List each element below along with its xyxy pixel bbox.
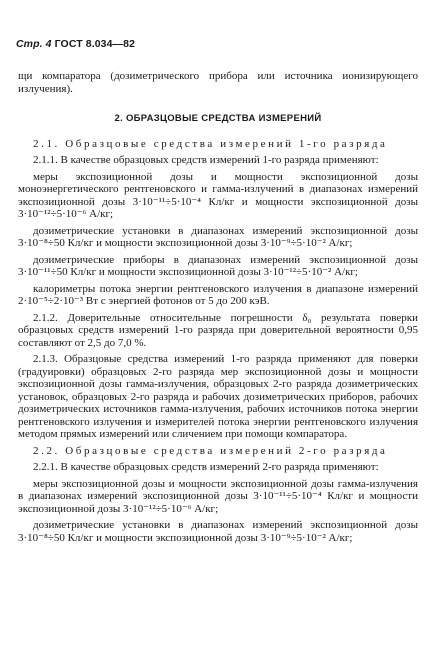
paragraph: дозиметрические приборы в диапазонах измерений экспозиционной дозы 3·10⁻¹¹÷50 Кл/кг и мощности экспозиционной дозы 3·10⁻¹²÷5·10⁻² А/кг; (18, 253, 418, 278)
paragraph: меры экспозиционной дозы и мощности экспозиционной дозы моноэнергетического рентгеновского и гамма-излучений в диапазонах измерений экспозиционной дозы 3·10⁻¹¹÷5·10⁻⁴ Кл/кг и мощности экспозиционной дозы 3·10⁻¹²÷5·10⁻⁶ А/кг; (18, 170, 418, 220)
paragraph: 2.1.1. В качестве образцовых средств измерений 1-го разряда применяют: (33, 154, 379, 166)
subsection-title: 2.2. Образцовые средства измерений 2-го разряда (33, 444, 388, 457)
subsection-title: 2.1. Образцовые средства измерений 1-го разряда (33, 137, 388, 150)
paragraph: дозиметрические установки в диапазонах измерений экспозиционной дозы 3·10⁻⁸÷50 Кл/кг и мощности экспозиционной дозы 3·10⁻⁹÷5·10⁻² А/кг; (18, 519, 418, 544)
paragraph: дозиметрические установки в диапазонах измерений экспозиционной дозы 3·10⁻⁸÷50 Кл/кг и мощности экспозиционной дозы 3·10⁻⁹÷5·10⁻² А/кг; (18, 224, 418, 249)
standard-code: ГОСТ 8.034—82 (54, 38, 136, 50)
paragraph: 2.2.1. В качестве образцовых средств измерений 2-го разряда применяют: (33, 461, 379, 473)
paragraph: калориметры потока энергии рентгеновского излучения в диапазоне измерений 2·10⁻⁵÷2·10⁻³ Вт с энергией фотонов от 5 до 200 кэВ. (18, 282, 418, 307)
page-header (16, 38, 135, 50)
section-heading: 2. ОБРАЗЦОВЫЕ СРЕДСТВА ИЗМЕРЕНИЙ (114, 113, 322, 124)
page-number: Стр. 4 (16, 38, 52, 50)
paragraph-continuation: щи компаратора (дозиметрического прибора или источника ионизирующего излучения). (18, 70, 418, 95)
document-body (18, 70, 418, 548)
paragraph: 2.1.2. Доверительные относительные погрешности δ₀ результата поверки образцовых средств измерений 1-го разряда при доверительной вероятности 0,95 составляют от 2,5 до 7,0 %. (18, 311, 418, 349)
paragraph: меры экспозиционной дозы и мощности экспозиционной дозы гамма-излучения в диапазонах измерений экспозиционной дозы 3·10⁻¹¹÷5·10⁻⁴ Кл/кг и мощности экспозиционной дозы 3·10⁻¹²÷5·10⁻⁶ А/кг; (18, 477, 418, 515)
paragraph: 2.1.3. Образцовые средства измерений 1-го разряда применяют для поверки (градуировки) образцовых 2-го разряда мер экспозиционной дозы и мощности экспозиционной дозы гамма-излучения, образцовых 2-го разряда дозиметрических установок, образцовых 2-го разряда и рабочих дозиметрических приборов, рабочих дозиметрических источников гамма-излучения, рабочих источников потока энергии рентгеновского излучения и измерителей потока энергии рентгеновского излучения методом прямых измерений или сличением при помощи компаратора. (18, 353, 418, 440)
